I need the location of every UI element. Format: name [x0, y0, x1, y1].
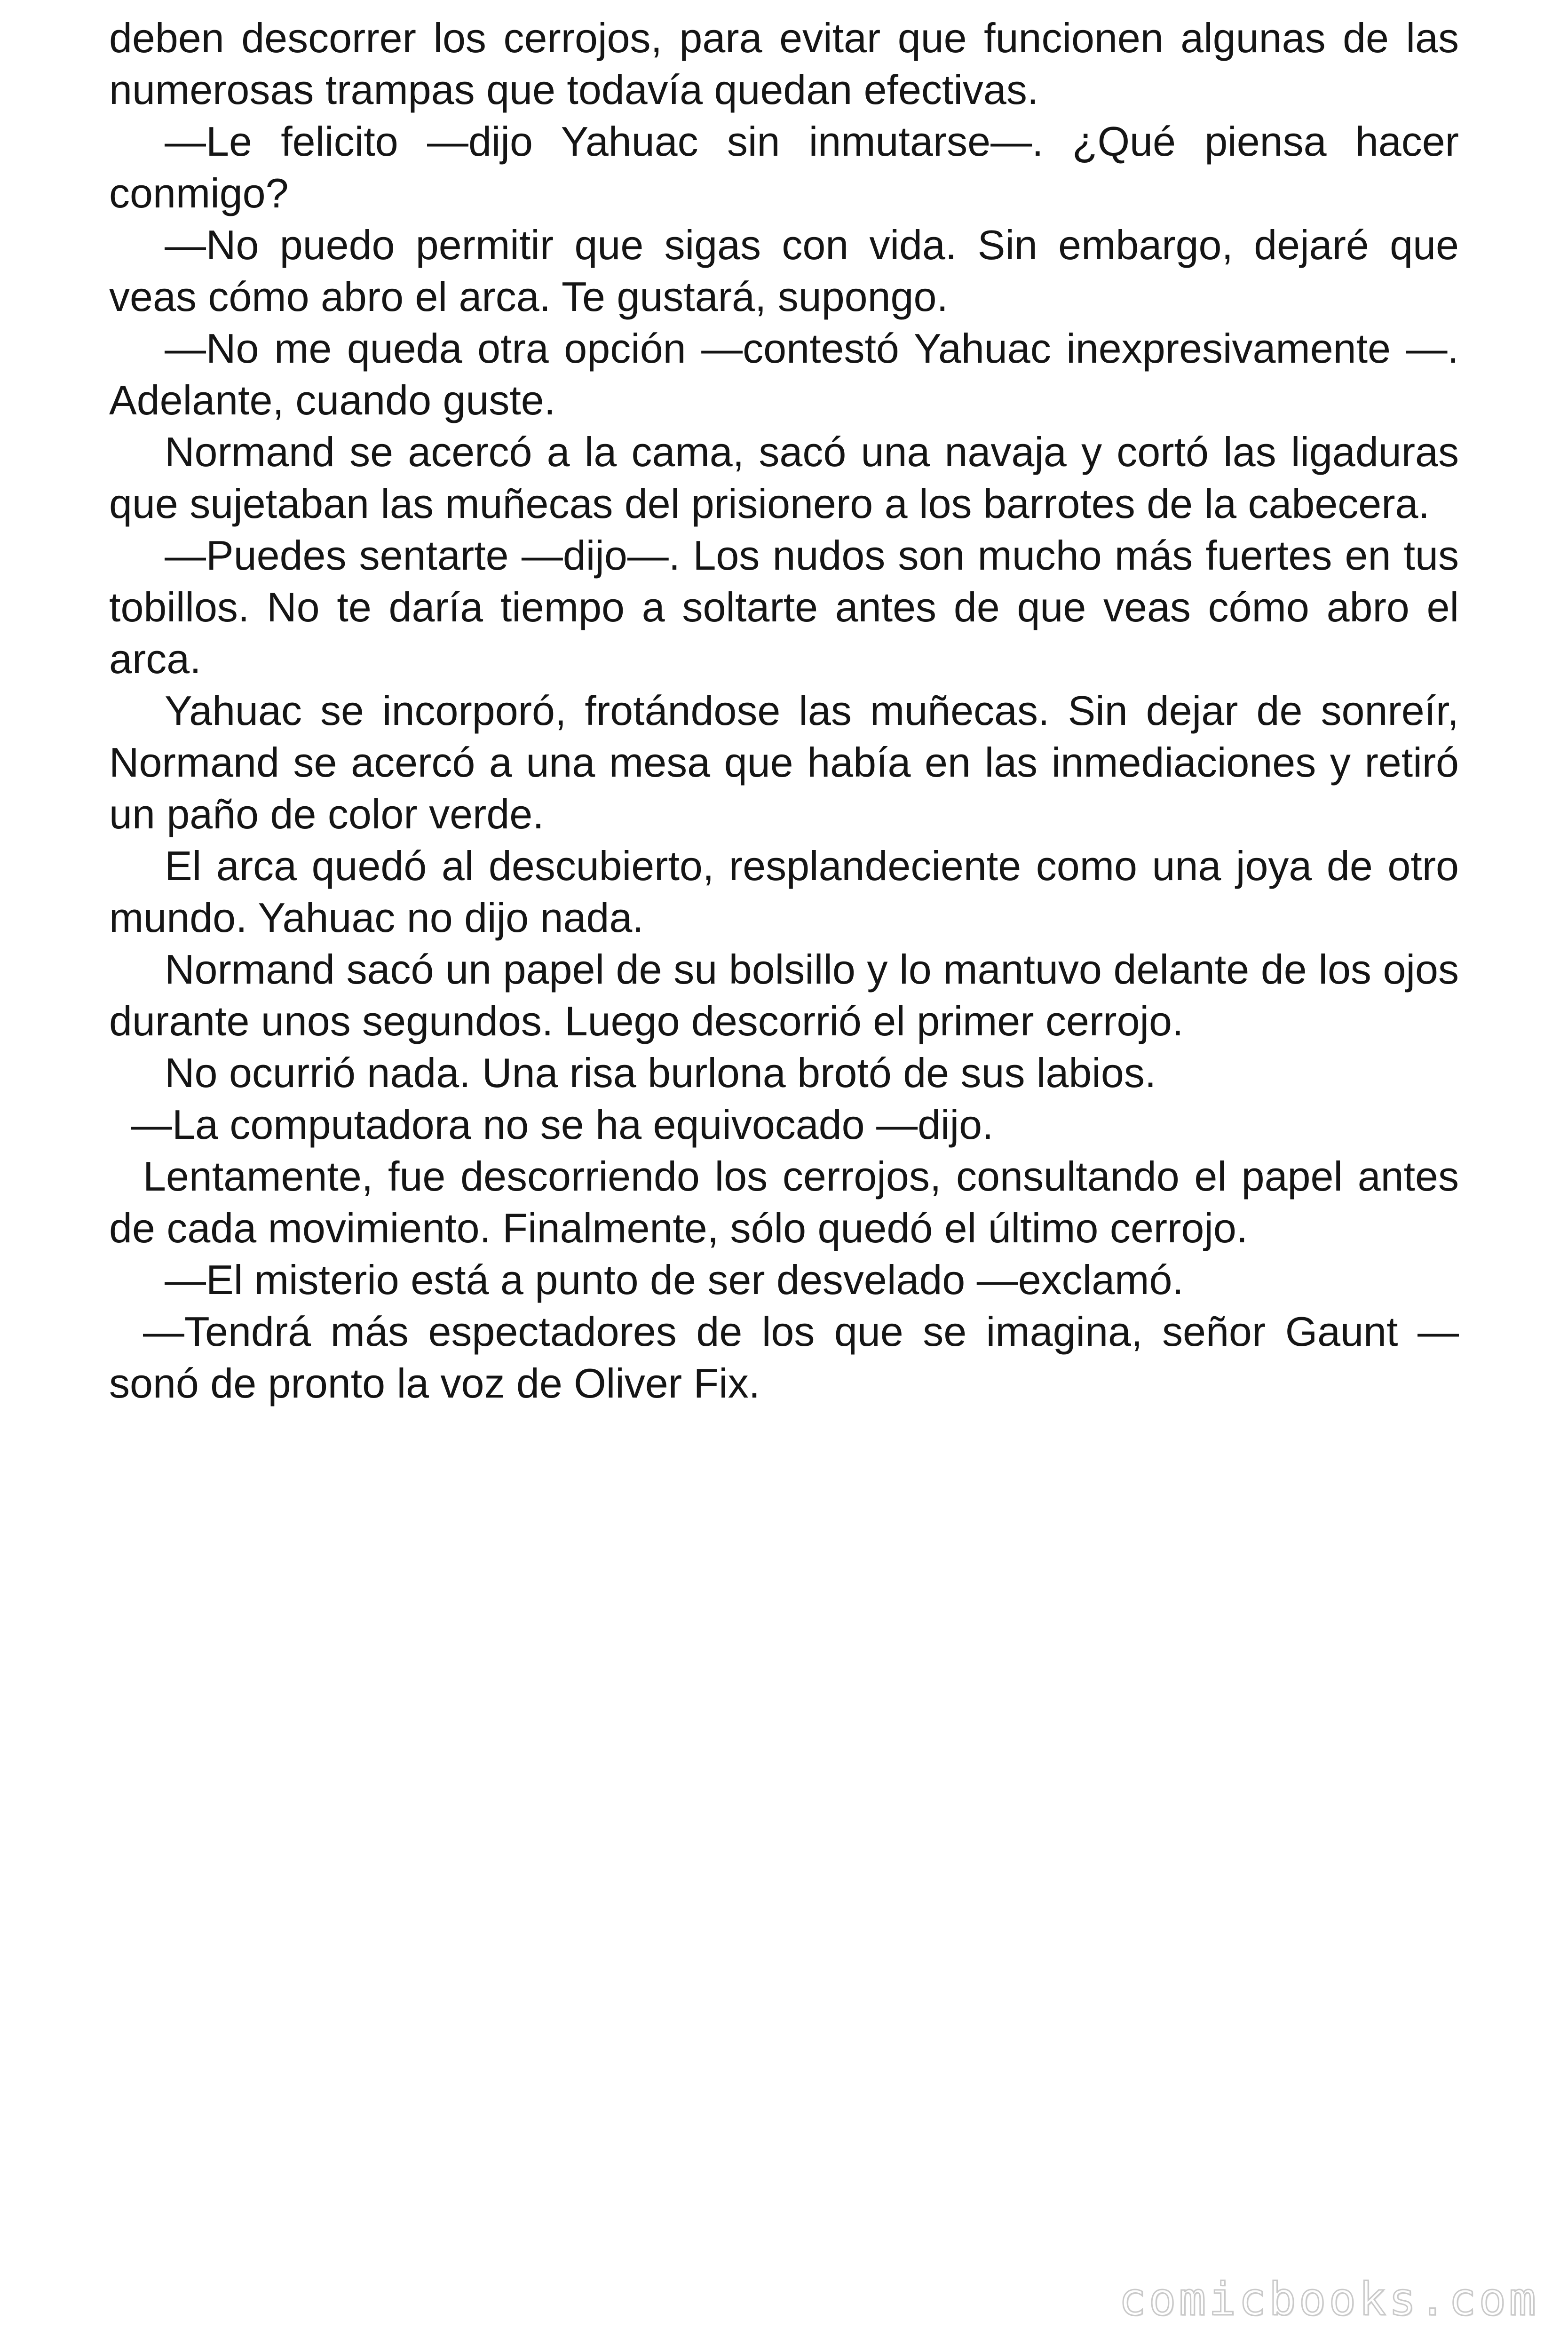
paragraph-10: No ocurrió nada. Una risa burlona brotó de sus labios.	[165, 1049, 1156, 1096]
paragraph-4: —No me queda otra opción —contestó Yahuac inexpresivamente —. Adelante, cuando guste.	[109, 325, 1459, 423]
paragraph-7: Yahuac se incorporó, frotándose las muñecas. Sin dejar de sonreír, Normand se acercó a una mesa que había en las inmediaciones y retiró un paño de color verde.	[109, 687, 1459, 837]
paragraph-1: deben descorrer los cerrojos, para evitar que funcionen algunas de las numerosas trampas que todavía quedan efectivas.	[109, 15, 1459, 113]
paragraph-13: —El misterio está a punto de ser desvelado —exclamó.	[165, 1256, 1184, 1303]
paragraph-2: —Le felicito —dijo Yahuac sin inmutarse—. ¿Qué piensa hacer conmigo?	[109, 118, 1459, 216]
site-watermark: comicbooks.com	[1118, 2273, 1539, 2326]
paragraph-6: —Puedes sentarte —dijo—. Los nudos son mucho más fuertes en tus tobillos. No te daría tiempo a soltarte antes de que veas cómo abro el arca.	[109, 532, 1459, 682]
paragraph-14: —Tendrá más espectadores de los que se imagina, señor Gaunt — sonó de pronto la voz de Oliver Fix.	[109, 1308, 1459, 1406]
paragraph-11: —La computadora no se ha equivocado —dijo.	[131, 1101, 994, 1148]
book-page-text	[109, 12, 1459, 1409]
paragraph-3: —No puedo permitir que sigas con vida. Sin embargo, dejaré que veas cómo abro el arca. Te gustará, supongo.	[109, 222, 1459, 320]
paragraph-12: Lentamente, fue descorriendo los cerrojos, consultando el papel antes de cada movimiento. Finalmente, sólo quedó el último cerrojo.	[109, 1153, 1459, 1251]
paragraph-9: Normand sacó un papel de su bolsillo y lo mantuvo delante de los ojos durante unos segundos. Luego descorrió el primer cerrojo.	[109, 946, 1459, 1044]
paragraph-5: Normand se acercó a la cama, sacó una navaja y cortó las ligaduras que sujetaban las muñecas del prisionero a los barrotes de la cabecera.	[109, 429, 1459, 527]
paragraph-8: El arca quedó al descubierto, resplandeciente como una joya de otro mundo. Yahuac no dijo nada.	[109, 842, 1459, 941]
